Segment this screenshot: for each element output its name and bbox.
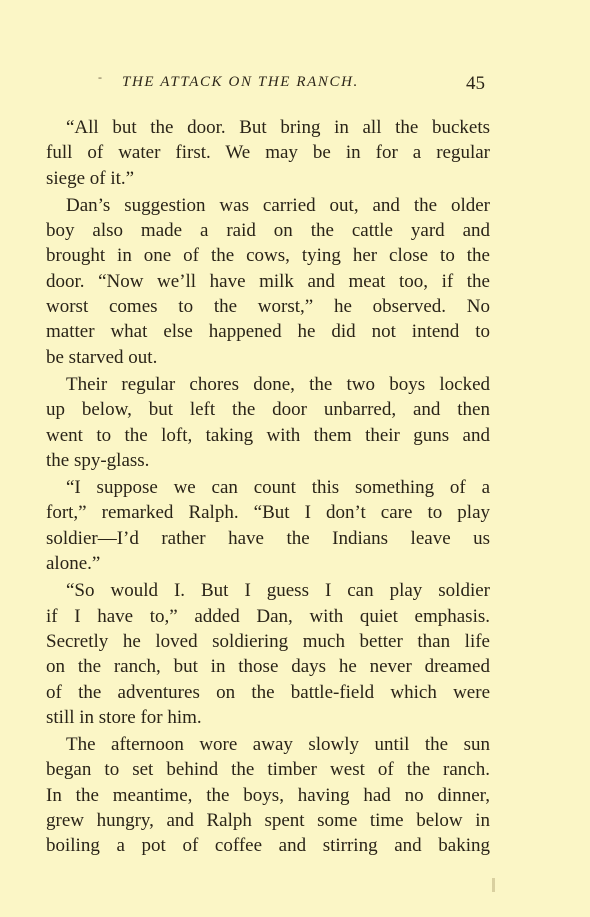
- text-line: alone.”: [46, 553, 101, 575]
- text-line: brought in one of the cows, tying her close to the: [46, 245, 490, 267]
- text-line: “All but the door. But bring in all the buckets: [66, 117, 490, 138]
- text-line: boiling a pot of coffee and stirring and baking: [46, 835, 490, 857]
- text-line: of the adventures on the battle-field which were: [46, 681, 490, 703]
- text-line: “I suppose we can count this something of a: [66, 477, 490, 499]
- paragraph: [46, 372, 490, 473]
- page-edge-mark: [492, 878, 495, 892]
- text-line: still in store for him.: [46, 706, 202, 728]
- text-line: if I have to,” added Dan, with quiet emphasis.: [46, 605, 490, 627]
- paragraph: [46, 578, 490, 730]
- text-line: In the meantime, the boys, having had no dinner,: [46, 784, 490, 806]
- text-line: on the ranch, but in those days he never dreamed: [46, 656, 490, 678]
- text-line: boy also made a raid on the cattle yard and: [46, 220, 490, 242]
- text-line: the spy-glass.: [46, 449, 150, 471]
- paragraph: [46, 115, 490, 191]
- text-line: began to set behind the timber west of the ranch.: [46, 759, 490, 781]
- text-line: Dan’s suggestion was carried out, and the older: [66, 194, 490, 216]
- text-line: grew hungry, and Ralph spent some time below in: [46, 810, 490, 832]
- body-text: [46, 115, 490, 861]
- text-line: fort,” remarked Ralph. “But I don’t care to play: [46, 502, 490, 524]
- paragraph: [46, 732, 490, 858]
- text-line: soldier—I’d rather have the Indians leave us: [46, 527, 490, 549]
- text-line: The afternoon wore away slowly until the sun: [66, 734, 490, 756]
- running-head: THE ATTACK ON THE RANCH.: [122, 74, 359, 90]
- page-number: 45: [466, 73, 485, 94]
- text-line: Secretly he loved soldiering much better than life: [46, 630, 490, 652]
- text-line: went to the loft, taking with them their guns and: [46, 424, 490, 446]
- text-line: “So would I. But I guess I can play soldier: [66, 580, 490, 602]
- text-line: up below, but left the door unbarred, and then: [46, 399, 490, 421]
- text-line: full of water first. We may be in for a regular: [46, 142, 490, 164]
- paragraph: [46, 193, 490, 370]
- text-line: door. “Now we’ll have milk and meat too, if the: [46, 270, 490, 292]
- text-line: worst comes to the worst,” he observed. No: [46, 296, 490, 318]
- header-mark: -: [98, 70, 102, 84]
- text-line: matter what else happened he did not intend to: [46, 321, 490, 343]
- paragraph: [46, 475, 490, 576]
- text-line: be starved out.: [46, 346, 158, 368]
- text-line: Their regular chores done, the two boys locked: [66, 373, 490, 395]
- text-line: siege of it.”: [46, 167, 135, 189]
